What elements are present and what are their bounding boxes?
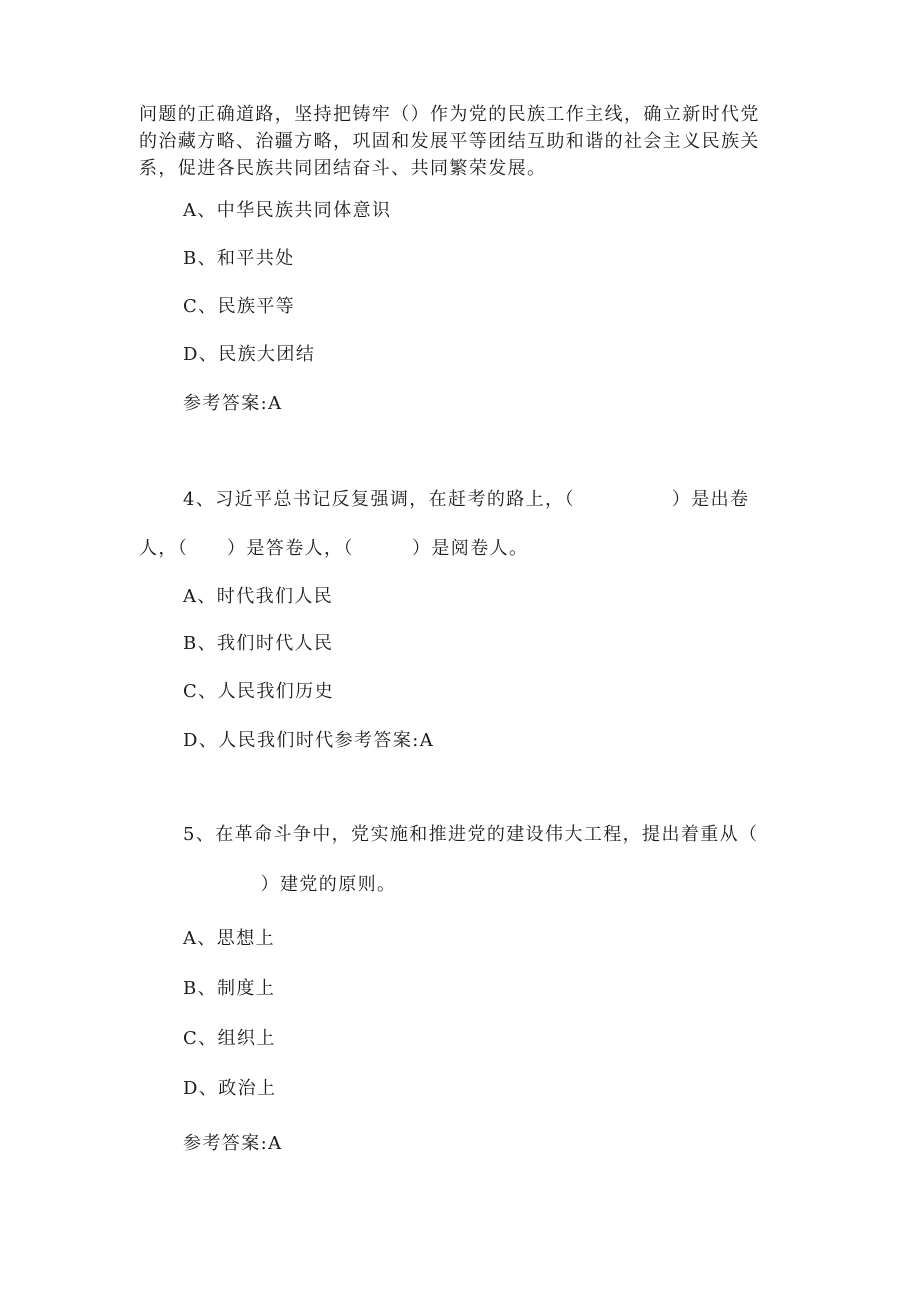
q3-answer: 参考答案:A bbox=[183, 393, 283, 414]
q4-option-a: A、时代我们人民 bbox=[183, 586, 334, 607]
q5-stem-line-1: 5、在革命斗争中，党实施和推进党的建设伟大工程，提出着重从（ bbox=[183, 824, 759, 845]
q5-option-c: C、组织上 bbox=[183, 1028, 276, 1049]
q3-option-a: A、中华民族共同体意识 bbox=[183, 200, 392, 221]
q5-option-a: A、思想上 bbox=[183, 928, 275, 949]
q5-answer: 参考答案:A bbox=[183, 1133, 283, 1154]
q4-option-c: C、人民我们历史 bbox=[183, 681, 334, 702]
q3-stem-line-2: 的治藏方略、治疆方略，巩固和发展平等团结互助和谐的社会主义民族关 bbox=[139, 131, 760, 152]
q5-option-d: D、政治上 bbox=[183, 1078, 277, 1099]
q5-stem-line-2: ）建党的原则。 bbox=[183, 874, 397, 895]
q3-option-b: B、和平共处 bbox=[183, 248, 295, 269]
q3-stem-line-3: 系，促进各民族共同团结奋斗、共同繁荣发展。 bbox=[139, 158, 547, 179]
q5-option-b: B、制度上 bbox=[183, 978, 276, 999]
q4-option-b: B、我们时代人民 bbox=[183, 633, 334, 654]
q3-option-c: C、民族平等 bbox=[183, 296, 296, 317]
q4-stem-line-2: 人，（ ）是答卷人，（ ）是阅卷人。 bbox=[139, 538, 529, 559]
q4-stem-line-1: 4、习近平总书记反复强调，在赶考的路上，（ ）是出卷 bbox=[183, 489, 750, 510]
q4-option-d: D、人民我们时代参考答案:A bbox=[183, 730, 435, 751]
q3-option-d: D、民族大团结 bbox=[183, 344, 316, 365]
q3-stem-line-1: 问题的正确道路，坚持把铸牢（）作为党的民族工作主线，确立新时代党 bbox=[139, 104, 760, 125]
